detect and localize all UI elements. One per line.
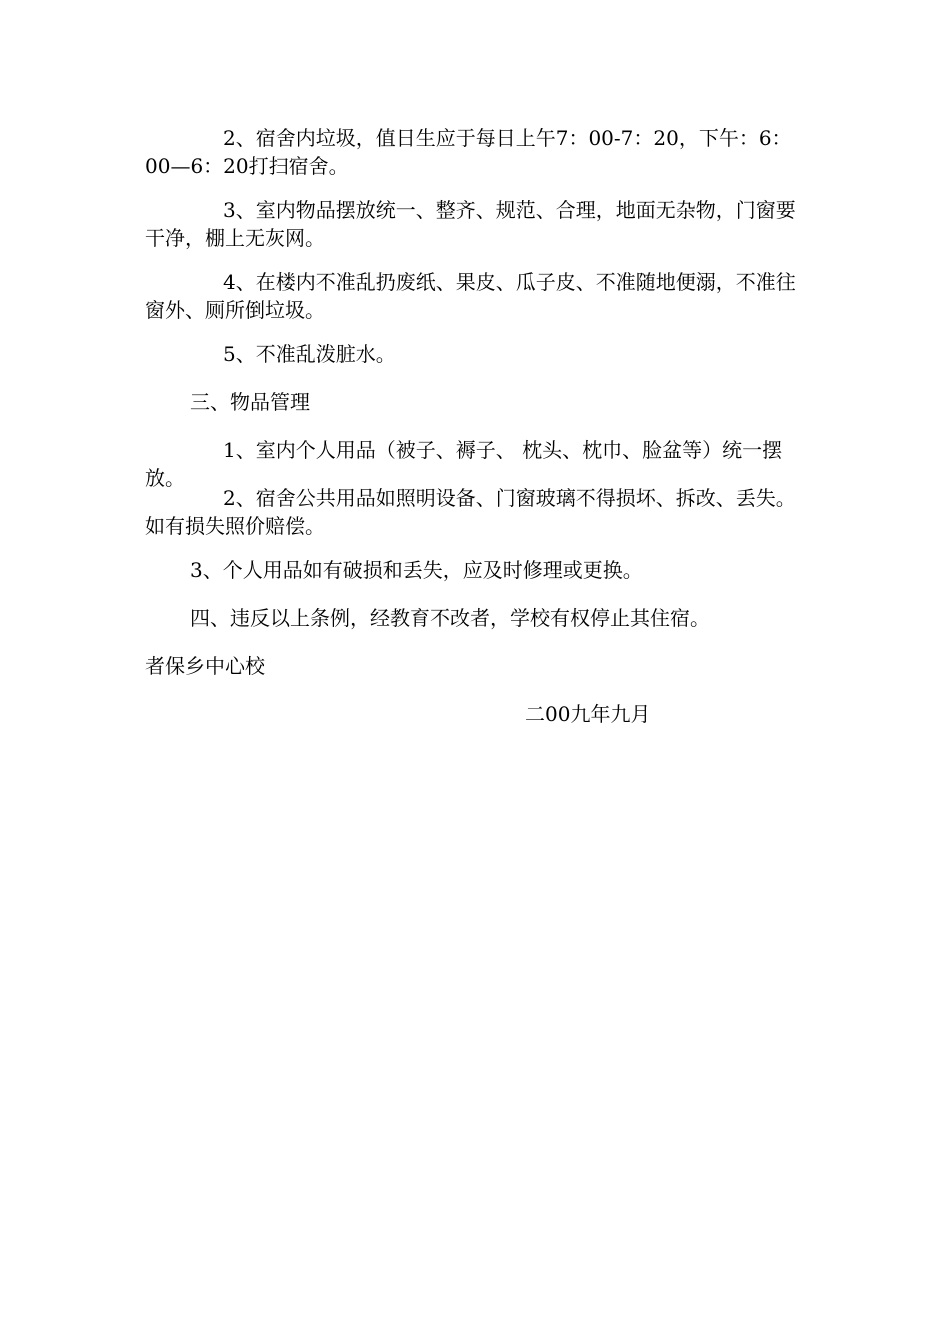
paragraph-rule-4: 4、在楼内不准乱扔废纸、果皮、瓜子皮、不准随地便溺，不准往窗外、厕所倒垃圾。 — [145, 270, 796, 322]
paragraph-rule-5: 5、不准乱泼脏水。 — [223, 342, 396, 366]
paragraph-items-2: 2、宿舍公共用品如照明设备、门窗玻璃不得损坏、拆改、丢失。如有损失照价赔偿。 — [145, 486, 796, 538]
signature-date: 二00九年九月 — [525, 702, 651, 726]
section-heading-items: 三、物品管理 — [190, 390, 310, 414]
paragraph-items-3: 3、个人用品如有破损和丢失，应及时修理或更换。 — [190, 558, 643, 582]
paragraph-rule-3: 3、室内物品摆放统一、整齐、规范、合理，地面无杂物，门窗要干净，棚上无灰网。 — [145, 198, 796, 250]
paragraph-rule-2: 2、宿舍内垃圾，值日生应于每日上午7：00-7：20，下午：6：00—6：20打扫宿舍。 — [145, 126, 792, 178]
paragraph-section-4: 四、违反以上条例，经教育不改者，学校有权停止其住宿。 — [190, 606, 710, 630]
signature-org: 者保乡中心校 — [145, 654, 265, 678]
paragraph-items-1: 1、室内个人用品（被子、褥子、 枕头、枕巾、脸盆等）统一摆放。 — [145, 438, 783, 490]
